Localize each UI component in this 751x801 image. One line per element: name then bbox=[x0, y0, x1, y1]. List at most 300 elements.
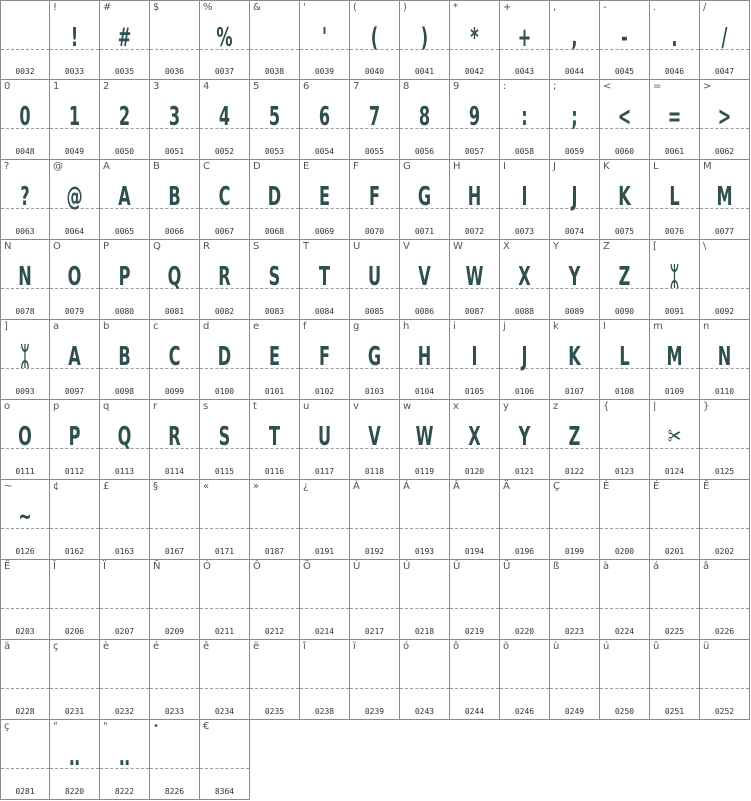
glyph-code: 0071 bbox=[414, 227, 435, 236]
glyph-char-label: : bbox=[503, 81, 507, 92]
glyph-cell bbox=[600, 400, 650, 480]
glyph-cell bbox=[600, 0, 650, 80]
glyph-preview bbox=[709, 654, 739, 700]
glyph-code: 0249 bbox=[564, 707, 585, 716]
glyph-code: 0086 bbox=[414, 307, 435, 316]
glyph-code: 0093 bbox=[15, 387, 35, 396]
glyph-preview: J bbox=[521, 342, 528, 372]
glyph-preview: X bbox=[468, 422, 481, 452]
glyph-cell bbox=[250, 480, 300, 560]
glyph-preview: U bbox=[367, 262, 382, 292]
glyph-char-label: £ bbox=[103, 481, 110, 492]
glyph-preview bbox=[109, 574, 139, 620]
glyph-code: 8364 bbox=[214, 787, 235, 796]
glyph-code: 0162 bbox=[64, 547, 85, 556]
glyph-code: 0081 bbox=[164, 307, 185, 316]
glyph-cell bbox=[350, 400, 400, 480]
glyph-code: 0211 bbox=[214, 627, 235, 636]
glyph-cell bbox=[350, 640, 400, 720]
glyph-cell bbox=[650, 0, 700, 80]
glyph-char-label: S bbox=[253, 241, 260, 252]
glyph-code: 0233 bbox=[164, 707, 185, 716]
glyph-cell bbox=[250, 400, 300, 480]
glyph-cell bbox=[150, 320, 200, 400]
glyph-code: 0231 bbox=[64, 707, 85, 716]
glyph-code: 0239 bbox=[364, 707, 385, 716]
glyph-char-label: ) bbox=[403, 2, 407, 13]
glyph-code: 0036 bbox=[164, 67, 185, 76]
glyph-preview bbox=[109, 494, 139, 540]
glyph-char-label: B bbox=[153, 161, 160, 172]
glyph-preview: ✂ bbox=[667, 422, 682, 452]
glyph-code: 0054 bbox=[314, 147, 335, 156]
glyph-code: 0050 bbox=[114, 147, 135, 156]
glyph-preview: S bbox=[268, 262, 281, 292]
glyph-cell bbox=[50, 720, 100, 800]
glyph-code: 0056 bbox=[414, 147, 435, 156]
glyph-char-label: À bbox=[353, 481, 360, 492]
glyph-code: 0045 bbox=[614, 67, 635, 76]
glyph-preview: A bbox=[68, 342, 81, 372]
glyph-preview bbox=[509, 574, 539, 620]
glyph-cell bbox=[600, 320, 650, 400]
glyph-code: 0121 bbox=[514, 467, 535, 476]
glyph-code: 0078 bbox=[15, 307, 35, 316]
glyph-cell bbox=[550, 80, 600, 160]
glyph-preview bbox=[709, 414, 739, 460]
glyph-cell bbox=[500, 560, 550, 640]
glyph-cell bbox=[150, 560, 200, 640]
glyph-cell bbox=[300, 640, 350, 720]
glyph-cell bbox=[450, 320, 500, 400]
glyph-cell bbox=[150, 720, 200, 800]
glyph-preview bbox=[309, 654, 339, 700]
glyph-code: 0122 bbox=[564, 467, 585, 476]
glyph-char-label: è bbox=[103, 641, 110, 652]
glyph-preview bbox=[709, 574, 739, 620]
glyph-code: 0059 bbox=[564, 147, 585, 156]
glyph-char-label: t bbox=[253, 401, 257, 412]
glyph-preview: U bbox=[317, 422, 332, 452]
glyph-code: 0220 bbox=[514, 627, 535, 636]
glyph-code: 0217 bbox=[364, 627, 385, 636]
glyph-code: 0214 bbox=[314, 627, 335, 636]
glyph-preview bbox=[709, 254, 739, 300]
glyph-preview: A bbox=[118, 182, 131, 212]
glyph-char-label: e bbox=[253, 321, 260, 332]
glyph-preview: 8 bbox=[418, 102, 431, 132]
glyph-code: 0087 bbox=[464, 307, 485, 316]
glyph-char-label: I bbox=[503, 161, 506, 172]
glyph-code: 0051 bbox=[164, 147, 185, 156]
glyph-code: 0192 bbox=[364, 547, 385, 556]
glyph-code: 0069 bbox=[314, 227, 335, 236]
glyph-preview: @ bbox=[66, 182, 83, 212]
glyph-cell bbox=[200, 400, 250, 480]
glyph-code: 0104 bbox=[414, 387, 435, 396]
glyph-code: 0187 bbox=[264, 547, 285, 556]
glyph-char-label: Ñ bbox=[153, 561, 161, 572]
glyph-cell bbox=[100, 80, 150, 160]
glyph-code: 0046 bbox=[664, 67, 685, 76]
glyph-preview: W bbox=[465, 262, 484, 292]
glyph-char-label: z bbox=[553, 401, 559, 412]
glyph-cell bbox=[700, 560, 750, 640]
glyph-code: 0193 bbox=[414, 547, 435, 556]
glyph-preview bbox=[209, 574, 239, 620]
glyph-code: 0062 bbox=[714, 147, 735, 156]
glyph-char-label: ¢ bbox=[53, 481, 60, 492]
glyph-char-label: ù bbox=[553, 641, 560, 652]
glyph-char-label: O bbox=[53, 241, 61, 252]
glyph-cell bbox=[400, 320, 450, 400]
glyph-preview: ; bbox=[571, 102, 578, 132]
glyph-code: 0099 bbox=[164, 387, 185, 396]
glyph-cell bbox=[500, 320, 550, 400]
glyph-char-label: } bbox=[703, 401, 710, 412]
glyph-code: 0234 bbox=[214, 707, 235, 716]
glyph-cell bbox=[400, 480, 450, 560]
glyph-char-label: û bbox=[653, 641, 660, 652]
glyph-preview bbox=[159, 654, 189, 700]
glyph-code: 0113 bbox=[114, 467, 135, 476]
glyph-cell bbox=[350, 0, 400, 80]
glyph-code: 0196 bbox=[514, 547, 535, 556]
glyph-preview bbox=[359, 574, 389, 620]
glyph-char-label: R bbox=[203, 241, 210, 252]
glyph-preview: F bbox=[368, 182, 381, 212]
glyph-cell bbox=[0, 160, 50, 240]
glyph-char-label: Ï bbox=[103, 561, 106, 572]
glyph-preview: + bbox=[517, 23, 532, 53]
glyph-preview bbox=[259, 15, 289, 61]
glyph-code: 0079 bbox=[64, 307, 85, 316]
glyph-preview: < bbox=[617, 102, 632, 132]
glyph-char-label: Ë bbox=[4, 561, 11, 572]
glyph-char-label: 2 bbox=[103, 81, 110, 92]
glyph-cell bbox=[650, 480, 700, 560]
glyph-code: 0083 bbox=[264, 307, 285, 316]
glyph-char-label: X bbox=[503, 241, 510, 252]
glyph-preview: K bbox=[568, 342, 581, 372]
glyph-preview: = bbox=[667, 102, 682, 132]
glyph-cell bbox=[400, 560, 450, 640]
glyph-code: 0041 bbox=[414, 67, 435, 76]
glyph-cell bbox=[350, 320, 400, 400]
glyph-code: 0200 bbox=[614, 547, 635, 556]
glyph-cell bbox=[200, 80, 250, 160]
glyph-preview: R bbox=[218, 262, 231, 292]
glyph-preview: C bbox=[218, 182, 231, 212]
glyph-preview bbox=[259, 494, 289, 540]
glyph-preview: N bbox=[717, 342, 732, 372]
glyph-preview bbox=[109, 654, 139, 700]
glyph-cell bbox=[50, 400, 100, 480]
glyph-code: 0252 bbox=[714, 707, 735, 716]
glyph-char-label: W bbox=[453, 241, 463, 252]
glyph-preview: P bbox=[118, 262, 131, 292]
glyph-cell bbox=[350, 160, 400, 240]
glyph-preview: W bbox=[415, 422, 434, 452]
glyph-code: 0098 bbox=[114, 387, 135, 396]
glyph-cell bbox=[700, 160, 750, 240]
glyph-preview bbox=[459, 574, 489, 620]
glyph-char-label: ] bbox=[4, 321, 8, 332]
glyph-char-label: H bbox=[453, 161, 461, 172]
glyph-preview: Z bbox=[618, 262, 631, 292]
glyph-code: 0060 bbox=[614, 147, 635, 156]
glyph-char-label: f bbox=[303, 321, 307, 332]
glyph-code: 0064 bbox=[64, 227, 85, 236]
glyph-code: 0102 bbox=[314, 387, 335, 396]
glyph-cell bbox=[250, 640, 300, 720]
glyph-char-label: Y bbox=[553, 241, 560, 252]
glyph-preview bbox=[409, 574, 439, 620]
glyph-char-label: Ä bbox=[503, 481, 510, 492]
glyph-code: 0126 bbox=[15, 547, 35, 556]
glyph-preview: 2 bbox=[118, 102, 131, 132]
glyph-cell bbox=[350, 560, 400, 640]
glyph-cell bbox=[650, 640, 700, 720]
glyph-preview bbox=[559, 654, 589, 700]
glyph-char-label: 5 bbox=[253, 81, 260, 92]
glyph-preview bbox=[309, 574, 339, 620]
glyph-code: 0048 bbox=[15, 147, 35, 156]
glyph-code: 0218 bbox=[414, 627, 435, 636]
glyph-preview bbox=[609, 574, 639, 620]
glyph-code: 0080 bbox=[114, 307, 135, 316]
glyph-preview bbox=[659, 574, 689, 620]
glyph-cell bbox=[200, 240, 250, 320]
glyph-preview: ‥ bbox=[69, 742, 80, 772]
glyph-char-label: A bbox=[103, 161, 110, 172]
glyph-preview: Y bbox=[518, 422, 531, 452]
glyph-code: 0043 bbox=[514, 67, 535, 76]
glyph-char-label: [ bbox=[653, 241, 657, 252]
glyph-cell bbox=[100, 0, 150, 80]
glyph-preview: : bbox=[521, 102, 528, 132]
glyph-code: 0091 bbox=[664, 307, 685, 316]
glyph-preview: J bbox=[571, 182, 578, 212]
glyph-preview: V bbox=[418, 262, 431, 292]
glyph-char-label: î bbox=[303, 641, 306, 652]
glyph-cell bbox=[0, 0, 50, 80]
glyph-char-label: C bbox=[203, 161, 210, 172]
glyph-code: 0082 bbox=[214, 307, 235, 316]
glyph-char-label: $ bbox=[153, 2, 160, 13]
glyph-code: 0076 bbox=[664, 227, 685, 236]
glyph-preview bbox=[609, 414, 639, 460]
glyph-preview bbox=[209, 494, 239, 540]
glyph-preview: M bbox=[666, 342, 683, 372]
glyph-char-label: - bbox=[603, 2, 607, 13]
glyph-char-label: « bbox=[203, 481, 210, 492]
glyph-char-label: y bbox=[503, 401, 509, 412]
glyph-char-label: € bbox=[203, 721, 210, 732]
glyph-char-label: ! bbox=[53, 2, 58, 13]
glyph-char-label: É bbox=[653, 481, 660, 492]
glyph-code: 0090 bbox=[614, 307, 635, 316]
glyph-preview bbox=[559, 494, 589, 540]
glyph-code: 0075 bbox=[614, 227, 635, 236]
glyph-code: 0067 bbox=[214, 227, 235, 236]
glyph-char-label: r bbox=[153, 401, 158, 412]
glyph-code: 0194 bbox=[464, 547, 485, 556]
glyph-code: 0243 bbox=[414, 707, 435, 716]
glyph-code: 0209 bbox=[164, 627, 185, 636]
glyph-cell bbox=[100, 480, 150, 560]
glyph-preview: . bbox=[671, 23, 678, 53]
glyph-char-label: u bbox=[303, 401, 310, 412]
glyph-char-label: Ê bbox=[703, 481, 710, 492]
glyph-cell bbox=[500, 0, 550, 80]
glyph-preview: ? bbox=[20, 182, 30, 212]
glyph-char-label: { bbox=[603, 401, 610, 412]
glyph-preview bbox=[159, 574, 189, 620]
glyph-cell bbox=[100, 320, 150, 400]
glyph-char-label: V bbox=[403, 241, 410, 252]
glyph-code: 0228 bbox=[15, 707, 35, 716]
glyph-cell bbox=[50, 640, 100, 720]
glyph-code: 0049 bbox=[64, 147, 85, 156]
glyph-code: 0191 bbox=[314, 547, 335, 556]
glyph-char-label: s bbox=[203, 401, 209, 412]
glyph-char-label: + bbox=[503, 2, 512, 13]
glyph-preview: R bbox=[168, 422, 181, 452]
glyph-preview: H bbox=[417, 342, 432, 372]
glyph-cell bbox=[150, 0, 200, 80]
glyph-char-label: L bbox=[653, 161, 659, 172]
glyph-cell bbox=[700, 320, 750, 400]
glyph-preview bbox=[10, 574, 40, 620]
glyph-char-label: ä bbox=[4, 641, 11, 652]
glyph-cell bbox=[100, 560, 150, 640]
glyph-cell bbox=[500, 240, 550, 320]
glyph-cell bbox=[300, 320, 350, 400]
glyph-code: 0040 bbox=[364, 67, 385, 76]
glyph-char-label: F bbox=[353, 161, 359, 172]
glyph-cell bbox=[450, 160, 500, 240]
glyph-preview bbox=[259, 574, 289, 620]
glyph-char-label: b bbox=[103, 321, 110, 332]
glyph-code: 0114 bbox=[164, 467, 185, 476]
glyph-code: 0112 bbox=[64, 467, 85, 476]
glyph-code: 0073 bbox=[514, 227, 535, 236]
glyph-code: 0070 bbox=[364, 227, 385, 236]
glyph-cell bbox=[700, 480, 750, 560]
glyph-code: 0065 bbox=[114, 227, 135, 236]
glyph-cell bbox=[0, 720, 50, 800]
glyph-code: 0207 bbox=[114, 627, 135, 636]
glyph-code: 0244 bbox=[464, 707, 485, 716]
glyph-preview: B bbox=[168, 182, 181, 212]
glyph-cell bbox=[600, 640, 650, 720]
glyph-char-label: » bbox=[253, 481, 260, 492]
glyph-preview bbox=[10, 734, 40, 780]
glyph-char-label: l bbox=[603, 321, 606, 332]
glyph-cell bbox=[150, 80, 200, 160]
glyph-preview bbox=[59, 654, 89, 700]
glyph-preview bbox=[409, 654, 439, 700]
glyph-code: 0047 bbox=[714, 67, 735, 76]
glyph-code: 0219 bbox=[464, 627, 485, 636]
glyph-preview: Q bbox=[167, 262, 182, 292]
glyph-code: 0251 bbox=[664, 707, 685, 716]
glyph-cell bbox=[250, 560, 300, 640]
glyph-char-label: = bbox=[653, 81, 662, 92]
glyph-code: 0235 bbox=[264, 707, 285, 716]
glyph-cell bbox=[100, 240, 150, 320]
glyph-char-label: È bbox=[603, 481, 610, 492]
glyph-preview: % bbox=[216, 23, 233, 53]
glyph-preview: ~ bbox=[18, 502, 32, 532]
glyph-char-label: 1 bbox=[53, 81, 60, 92]
glyph-preview: 9 bbox=[468, 102, 481, 132]
glyph-cell bbox=[300, 560, 350, 640]
glyph-code: 0055 bbox=[364, 147, 385, 156]
glyph-cell bbox=[700, 400, 750, 480]
glyph-code: 0117 bbox=[314, 467, 335, 476]
glyph-char-label: ' bbox=[303, 2, 306, 13]
glyph-char-label: Ú bbox=[403, 561, 411, 572]
glyph-cell bbox=[600, 160, 650, 240]
glyph-char-label: v bbox=[353, 401, 359, 412]
glyph-cell bbox=[50, 160, 100, 240]
glyph-preview: - bbox=[621, 23, 628, 53]
glyph-preview: # bbox=[117, 23, 132, 53]
glyph-preview: ( bbox=[370, 23, 379, 53]
glyph-code: 0250 bbox=[614, 707, 635, 716]
glyph-preview bbox=[59, 574, 89, 620]
glyph-preview bbox=[259, 654, 289, 700]
glyph-char-label: Ô bbox=[253, 561, 261, 572]
glyph-preview bbox=[10, 15, 40, 61]
glyph-code: 0111 bbox=[15, 467, 35, 476]
glyph-char-label: § bbox=[153, 481, 158, 492]
glyph-cell bbox=[300, 0, 350, 80]
glyph-cell bbox=[50, 80, 100, 160]
glyph-code: 0120 bbox=[464, 467, 485, 476]
glyph-char-label: . bbox=[653, 2, 657, 13]
glyph-cell bbox=[100, 640, 150, 720]
glyph-cell bbox=[500, 400, 550, 480]
glyph-preview bbox=[359, 494, 389, 540]
glyph-char-label: 0 bbox=[4, 81, 11, 92]
glyph-preview: L bbox=[619, 342, 630, 372]
glyph-cell bbox=[450, 560, 500, 640]
glyph-char-label: 7 bbox=[353, 81, 360, 92]
glyph-char-label: h bbox=[403, 321, 410, 332]
glyph-code: 0061 bbox=[664, 147, 685, 156]
glyph-cell bbox=[300, 80, 350, 160]
glyph-preview: O bbox=[67, 262, 82, 292]
glyph-char-label: p bbox=[53, 401, 60, 412]
glyph-char-label: i bbox=[453, 321, 456, 332]
glyph-char-label: Î bbox=[53, 561, 56, 572]
glyph-cell bbox=[50, 240, 100, 320]
glyph-char-label: Q bbox=[153, 241, 161, 252]
glyph-cell bbox=[650, 320, 700, 400]
glyph-char-label: ~ bbox=[4, 481, 13, 492]
glyph-char-label: ë bbox=[253, 641, 260, 652]
glyph-code: 0206 bbox=[64, 627, 85, 636]
glyph-preview bbox=[609, 654, 639, 700]
glyph-cell bbox=[0, 480, 50, 560]
glyph-cell bbox=[350, 80, 400, 160]
glyph-cell bbox=[200, 480, 250, 560]
glyph-cell bbox=[400, 80, 450, 160]
glyph-cell bbox=[700, 0, 750, 80]
